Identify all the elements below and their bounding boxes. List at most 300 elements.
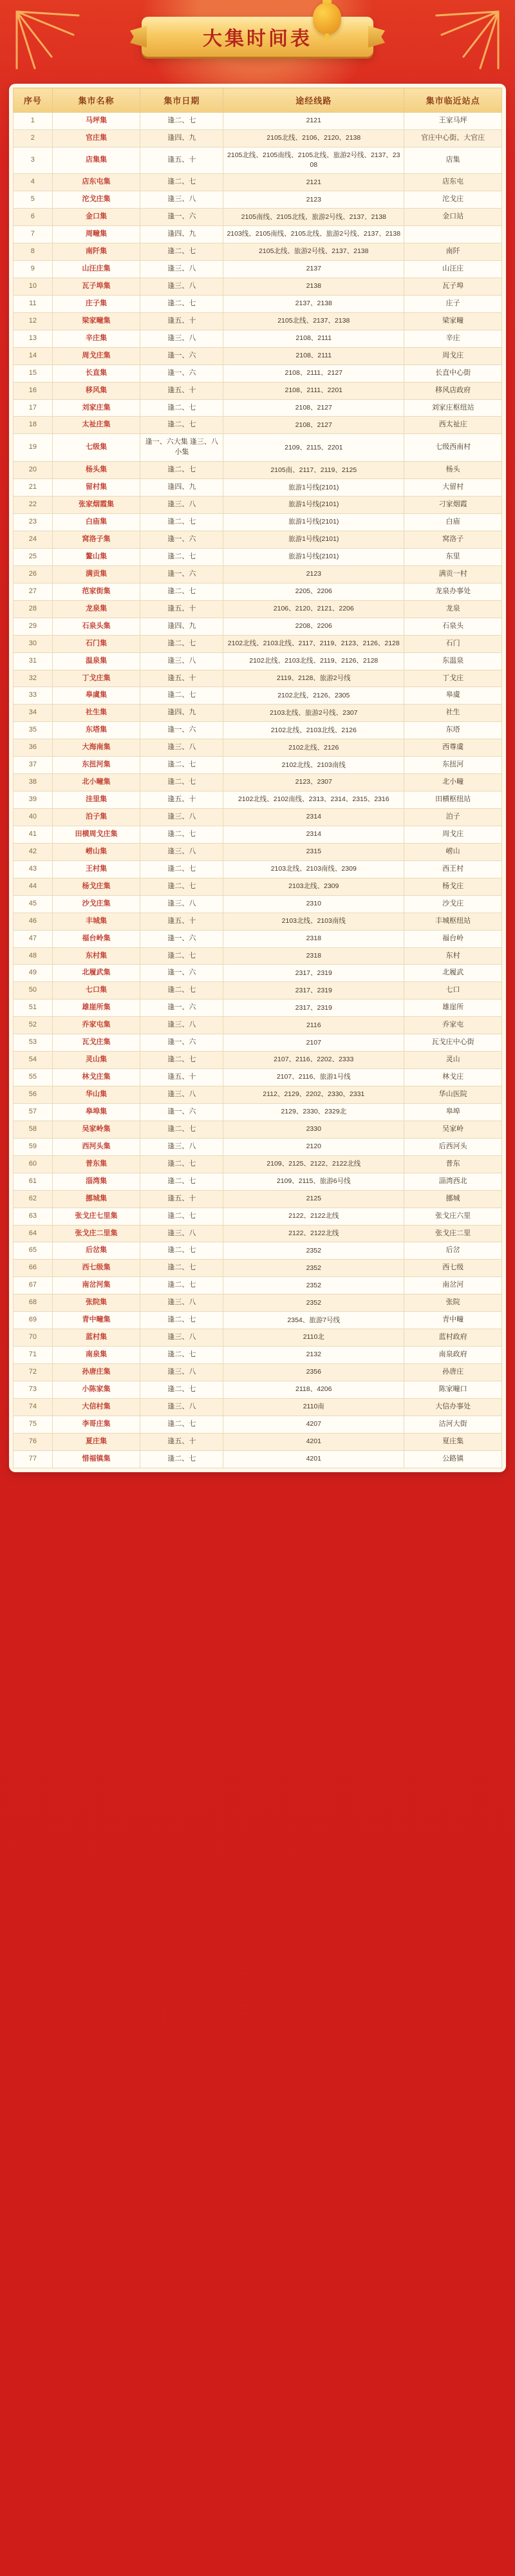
cell-market-name: 挪城集 [52, 1190, 140, 1208]
cell-nearby-stop: 孙唐庄 [404, 1364, 502, 1381]
cell-routes: 4201 [223, 1450, 404, 1468]
cell-market-name: 南泉集 [52, 1347, 140, 1364]
cell-nearby-stop: 南岔河 [404, 1277, 502, 1294]
cell-market-date: 逢二、七 [140, 243, 223, 261]
cell-market-date: 逢二、七 [140, 548, 223, 565]
cell-market-name: 范家街集 [52, 583, 140, 600]
cell-index: 64 [14, 1225, 53, 1242]
table-row [14, 462, 502, 479]
page-title: 大集时间表 [203, 28, 312, 50]
cell-market-name: 七口集 [52, 982, 140, 999]
cell-nearby-stop: 龙泉办事处 [404, 583, 502, 600]
cell-market-name: 皋埠集 [52, 1103, 140, 1121]
cell-index: 61 [14, 1173, 53, 1190]
table-row [14, 1138, 502, 1155]
cell-market-date: 逢五、十 [140, 1433, 223, 1450]
cell-index: 2 [14, 129, 53, 147]
table-row [14, 295, 502, 312]
cell-routes: 2102北线、2103北线、2119、2126、2128 [223, 652, 404, 670]
table-row [14, 1312, 502, 1329]
cell-market-name: 官庄集 [52, 129, 140, 147]
cell-routes: 2125 [223, 1190, 404, 1208]
cell-routes: 2102北线、2126、2305 [223, 687, 404, 705]
cell-market-name: 小陈家集 [52, 1381, 140, 1398]
cell-routes: 2102北线、2126 [223, 739, 404, 757]
cell-nearby-stop: 东村 [404, 947, 502, 965]
table-row [14, 1416, 502, 1433]
table-row [14, 652, 502, 670]
cell-market-date: 逢五、十 [140, 1190, 223, 1208]
cell-index: 30 [14, 635, 53, 652]
table-row [14, 757, 502, 774]
cell-routes: 2108、2127 [223, 417, 404, 434]
cell-routes: 2102北线、2102南线、2313、2314、2315、2316 [223, 791, 404, 809]
cell-routes: 2317、2319 [223, 999, 404, 1017]
table-row [14, 434, 502, 462]
cell-routes: 2317、2319 [223, 965, 404, 982]
table-row [14, 548, 502, 565]
table-row [14, 1052, 502, 1069]
cell-nearby-stop: 七级西南村 [404, 434, 502, 462]
cell-index: 53 [14, 1034, 53, 1052]
cell-nearby-stop: 西尊虞 [404, 739, 502, 757]
cell-routes: 2107、2116、旅游1号线 [223, 1069, 404, 1086]
cell-nearby-stop: 后岔 [404, 1242, 502, 1260]
table-row [14, 774, 502, 791]
ray-decoration-left [12, 6, 89, 97]
cell-market-name: 沙戈庄集 [52, 895, 140, 913]
cell-market-name: 张戈庄七里集 [52, 1208, 140, 1225]
cell-index: 15 [14, 365, 53, 382]
cell-market-name: 移风集 [52, 382, 140, 399]
cell-index: 31 [14, 652, 53, 670]
cell-market-name: 崂山集 [52, 843, 140, 860]
cell-market-name: 马坪集 [52, 113, 140, 130]
cell-index: 44 [14, 878, 53, 895]
cell-routes: 2352 [223, 1277, 404, 1294]
cell-market-name: 雄崖所集 [52, 999, 140, 1017]
cell-index: 17 [14, 399, 53, 417]
cell-market-date: 逢二、七 [140, 1416, 223, 1433]
cell-index: 23 [14, 514, 53, 531]
cell-index: 25 [14, 548, 53, 565]
table-row [14, 1190, 502, 1208]
cell-index: 62 [14, 1190, 53, 1208]
cell-routes: 2103线、2105南线、2105北线、旅游2号线、2137、2138 [223, 226, 404, 243]
table-row [14, 930, 502, 947]
cell-market-name: 吴家岭集 [52, 1121, 140, 1138]
cell-index: 12 [14, 312, 53, 330]
table-row [14, 399, 502, 417]
table-row [14, 382, 502, 399]
cell-nearby-stop: 后西河头 [404, 1138, 502, 1155]
table-row [14, 174, 502, 191]
cell-market-date: 逢二、七 [140, 1347, 223, 1364]
cell-routes: 2108、2111 [223, 347, 404, 365]
cell-index: 47 [14, 930, 53, 947]
cell-nearby-stop: 夏庄集 [404, 1433, 502, 1450]
cell-routes: 2132 [223, 1347, 404, 1364]
cell-routes: 2318 [223, 947, 404, 965]
cell-nearby-stop: 皋虞 [404, 687, 502, 705]
cell-nearby-stop: 华山医院 [404, 1086, 502, 1104]
cell-market-name: 店集集 [52, 147, 140, 173]
cell-market-name: 留村集 [52, 479, 140, 497]
cell-market-date: 逢二、七 [140, 1381, 223, 1398]
cell-index: 19 [14, 434, 53, 462]
cell-market-date: 逢一、六 [140, 347, 223, 365]
cell-routes: 2108、2111、2127 [223, 365, 404, 382]
cell-index: 56 [14, 1086, 53, 1104]
cell-nearby-stop: 普东 [404, 1155, 502, 1173]
table-row [14, 497, 502, 514]
cell-nearby-stop: 瓦子埠 [404, 278, 502, 295]
cell-index: 6 [14, 209, 53, 226]
cell-nearby-stop: 林戈庄 [404, 1069, 502, 1086]
cell-market-name: 灵山集 [52, 1052, 140, 1069]
cell-routes: 2137 [223, 261, 404, 278]
cell-index: 77 [14, 1450, 53, 1468]
cell-nearby-stop: 西七级 [404, 1260, 502, 1277]
cell-routes: 2105北线、2137、2138 [223, 312, 404, 330]
cell-market-date: 逢二、七 [140, 174, 223, 191]
cell-index: 75 [14, 1416, 53, 1433]
cell-routes: 2102北线、2103北线、2126 [223, 722, 404, 739]
table-row [14, 670, 502, 687]
cell-nearby-stop: 张院 [404, 1294, 502, 1312]
cell-routes: 2208、2206 [223, 618, 404, 635]
cell-market-date: 逢五、十 [140, 1069, 223, 1086]
table-row [14, 1034, 502, 1052]
table-row [14, 191, 502, 209]
cell-nearby-stop: 山汪庄 [404, 261, 502, 278]
cell-market-date: 逢二、七 [140, 1173, 223, 1190]
cell-market-name: 青中疃集 [52, 1312, 140, 1329]
table-row [14, 965, 502, 982]
cell-market-date: 逢三、八 [140, 497, 223, 514]
cell-nearby-stop: 灵山 [404, 1052, 502, 1069]
cell-index: 71 [14, 1347, 53, 1364]
table-row [14, 947, 502, 965]
table-row [14, 860, 502, 878]
table-row [14, 330, 502, 347]
cell-index: 8 [14, 243, 53, 261]
cell-market-name: 夏庄集 [52, 1433, 140, 1450]
cell-market-date: 逢二、七 [140, 1121, 223, 1138]
cell-market-date: 逢四、九 [140, 479, 223, 497]
cell-index: 21 [14, 479, 53, 497]
cell-index: 42 [14, 843, 53, 860]
cell-index: 49 [14, 965, 53, 982]
cell-routes: 旅游1号线(2101) [223, 479, 404, 497]
cell-market-date: 逢二、七 [140, 295, 223, 312]
cell-routes: 2122、2122北线 [223, 1208, 404, 1225]
cell-market-date: 逢三、八 [140, 809, 223, 826]
cell-nearby-stop: 乔家屯 [404, 1017, 502, 1034]
table-row [14, 687, 502, 705]
cell-nearby-stop: 大留村 [404, 479, 502, 497]
cell-nearby-stop: 王家马坪 [404, 113, 502, 130]
table-row [14, 1173, 502, 1190]
cell-market-name: 梁家疃集 [52, 312, 140, 330]
cell-routes: 2129、2330、2329北 [223, 1103, 404, 1121]
cell-market-name: 太祉庄集 [52, 417, 140, 434]
cell-index: 54 [14, 1052, 53, 1069]
cell-index: 18 [14, 417, 53, 434]
cell-routes: 2352 [223, 1242, 404, 1260]
cell-market-date: 逢三、八 [140, 895, 223, 913]
cell-nearby-stop: 杨头 [404, 462, 502, 479]
cell-market-name: 李哥庄集 [52, 1416, 140, 1433]
cell-market-name: 张戈庄二里集 [52, 1225, 140, 1242]
cell-routes: 2110北 [223, 1329, 404, 1347]
cell-market-date: 逢五、十 [140, 670, 223, 687]
cell-nearby-stop [404, 226, 502, 243]
table-row [14, 843, 502, 860]
cell-routes: 2118、4206 [223, 1381, 404, 1398]
cell-market-date: 逢三、八 [140, 261, 223, 278]
cell-market-name: 东塔集 [52, 722, 140, 739]
cell-nearby-stop: 西太祉庄 [404, 417, 502, 434]
cell-market-date: 逢二、七 [140, 757, 223, 774]
cell-index: 36 [14, 739, 53, 757]
cell-nearby-stop: 南阡 [404, 243, 502, 261]
cell-nearby-stop: 挪城 [404, 1190, 502, 1208]
cell-market-date: 逢四、九 [140, 618, 223, 635]
cell-routes: 2106、2120、2121、2206 [223, 600, 404, 618]
column-header-index: 序号 [14, 88, 53, 113]
table-header-row [14, 88, 502, 113]
cell-routes: 2107、2116、2202、2333 [223, 1052, 404, 1069]
ray-decoration-right [426, 6, 503, 97]
cell-routes: 2314 [223, 826, 404, 843]
cell-routes: 旅游1号线(2101) [223, 531, 404, 549]
cell-nearby-stop: 周戈庄 [404, 347, 502, 365]
cell-market-date: 逢二、七 [140, 417, 223, 434]
cell-market-date: 逢一、六 [140, 565, 223, 583]
table-row [14, 514, 502, 531]
cell-market-name: 田横周戈庄集 [52, 826, 140, 843]
cell-nearby-stop: 青中疃 [404, 1312, 502, 1329]
cell-market-name: 乔家屯集 [52, 1017, 140, 1034]
cell-nearby-stop: 张戈庄六里 [404, 1208, 502, 1225]
cell-market-name: 周戈庄集 [52, 347, 140, 365]
cell-index: 37 [14, 757, 53, 774]
cell-market-name: 鳌山集 [52, 548, 140, 565]
cell-nearby-stop: 东里 [404, 548, 502, 565]
table-row [14, 1242, 502, 1260]
cell-market-name: 店东屯集 [52, 174, 140, 191]
cell-nearby-stop: 沱戈庄 [404, 191, 502, 209]
table-row [14, 312, 502, 330]
cell-market-name: 东村集 [52, 947, 140, 965]
cell-market-date: 逢五、十 [140, 312, 223, 330]
cell-index: 39 [14, 791, 53, 809]
cell-index: 58 [14, 1121, 53, 1138]
cell-index: 48 [14, 947, 53, 965]
cell-market-date: 逢二、七 [140, 514, 223, 531]
cell-market-date: 逢二、七 [140, 947, 223, 965]
cell-index: 16 [14, 382, 53, 399]
cell-nearby-stop: 沽河大街 [404, 1416, 502, 1433]
cell-index: 68 [14, 1294, 53, 1312]
cell-nearby-stop: 长直中心街 [404, 365, 502, 382]
cell-index: 7 [14, 226, 53, 243]
cell-nearby-stop: 淄湾西北 [404, 1173, 502, 1190]
cell-nearby-stop: 丰城枢纽站 [404, 913, 502, 930]
cell-market-date: 逢一、六 [140, 209, 223, 226]
cell-routes: 2138 [223, 278, 404, 295]
cell-index: 11 [14, 295, 53, 312]
cell-routes: 2108、2111、2201 [223, 382, 404, 399]
cell-routes: 旅游1号线(2101) [223, 514, 404, 531]
cell-routes: 4207 [223, 1416, 404, 1433]
table-row [14, 982, 502, 999]
cell-index: 34 [14, 705, 53, 722]
cell-market-name: 洼里集 [52, 791, 140, 809]
cell-routes: 2105北线、旅游2号线、2137、2138 [223, 243, 404, 261]
cell-nearby-stop: 刘家庄枢纽站 [404, 399, 502, 417]
cell-routes: 2116 [223, 1017, 404, 1034]
cell-nearby-stop: 西王村 [404, 860, 502, 878]
cell-market-name: 普东集 [52, 1155, 140, 1173]
cell-market-name: 福台岭集 [52, 930, 140, 947]
cell-market-name: 张家烟霞集 [52, 497, 140, 514]
cell-market-date: 逢三、八 [140, 1138, 223, 1155]
cell-nearby-stop: 杨戈庄 [404, 878, 502, 895]
cell-routes: 2310 [223, 895, 404, 913]
cell-routes: 2120 [223, 1138, 404, 1155]
cell-index: 27 [14, 583, 53, 600]
cell-market-name: 孙唐庄集 [52, 1364, 140, 1381]
cell-routes: 2103北线、2103南线、2309 [223, 860, 404, 878]
cell-nearby-stop: 东温泉 [404, 652, 502, 670]
cell-market-date: 逢三、八 [140, 191, 223, 209]
table-row [14, 1433, 502, 1450]
cell-routes: 2102北线、2103南线 [223, 757, 404, 774]
cell-market-date: 逢一、六 [140, 965, 223, 982]
cell-nearby-stop: 张戈庄二里 [404, 1225, 502, 1242]
cell-nearby-stop: 石门 [404, 635, 502, 652]
cell-index: 14 [14, 347, 53, 365]
cell-nearby-stop: 丁戈庄 [404, 670, 502, 687]
cell-market-name: 后岔集 [52, 1242, 140, 1260]
cell-index: 69 [14, 1312, 53, 1329]
cell-routes: 2121 [223, 113, 404, 130]
table-head [14, 88, 502, 113]
cell-routes: 2317、2319 [223, 982, 404, 999]
cell-index: 60 [14, 1155, 53, 1173]
cell-nearby-stop: 刁家烟霞 [404, 497, 502, 514]
column-header-market-name: 集市名称 [52, 88, 140, 113]
cell-index: 72 [14, 1364, 53, 1381]
cell-routes: 2108、2111 [223, 330, 404, 347]
cell-routes: 2102北线、2103北线、2117、2119、2123、2126、2128 [223, 635, 404, 652]
table-row [14, 722, 502, 739]
lantern-icon [313, 3, 341, 35]
table-row [14, 1294, 502, 1312]
table-row [14, 583, 502, 600]
cell-nearby-stop: 田横枢纽站 [404, 791, 502, 809]
cell-routes: 2205、2206 [223, 583, 404, 600]
cell-routes: 2123 [223, 191, 404, 209]
cell-routes: 2356 [223, 1364, 404, 1381]
cell-market-date: 逢三、八 [140, 1225, 223, 1242]
cell-market-name: 温泉集 [52, 652, 140, 670]
table-row [14, 1155, 502, 1173]
cell-market-date: 逢一、六大集 逢三、八小集 [140, 434, 223, 462]
column-header-nearby-stop: 集市临近站点 [404, 88, 502, 113]
cell-index: 63 [14, 1208, 53, 1225]
market-schedule-table [13, 88, 502, 1468]
cell-nearby-stop: 大信办事处 [404, 1398, 502, 1416]
cell-market-date: 逢二、七 [140, 1260, 223, 1277]
cell-index: 65 [14, 1242, 53, 1260]
page-header [0, 0, 515, 84]
cell-index: 32 [14, 670, 53, 687]
cell-nearby-stop: 社生 [404, 705, 502, 722]
cell-market-date: 逢二、七 [140, 1052, 223, 1069]
cell-nearby-stop: 七口 [404, 982, 502, 999]
cell-nearby-stop: 官庄中心街、大官庄 [404, 129, 502, 147]
cell-nearby-stop: 北小疃 [404, 774, 502, 791]
cell-nearby-stop: 白庙 [404, 514, 502, 531]
cell-index: 35 [14, 722, 53, 739]
cell-market-name: 满贡集 [52, 565, 140, 583]
cell-market-date: 逢二、七 [140, 399, 223, 417]
table-row [14, 1398, 502, 1416]
cell-routes: 2105北线、2106、2120、2138 [223, 129, 404, 147]
cell-market-date: 逢二、七 [140, 635, 223, 652]
cell-market-date: 逢二、七 [140, 1242, 223, 1260]
cell-routes: 2109、2125、2122、2122北线 [223, 1155, 404, 1173]
cell-routes: 2109、2115、旅游6号线 [223, 1173, 404, 1190]
table-row [14, 618, 502, 635]
cell-routes: 2103北线、旅游2号线、2307 [223, 705, 404, 722]
table-row [14, 347, 502, 365]
cell-market-name: 东扭河集 [52, 757, 140, 774]
cell-market-date: 逢一、六 [140, 365, 223, 382]
cell-routes: 2112、2129、2202、2330、2331 [223, 1086, 404, 1104]
cell-index: 70 [14, 1329, 53, 1347]
cell-nearby-stop: 泊子 [404, 809, 502, 826]
table-row [14, 913, 502, 930]
cell-market-date: 逢二、七 [140, 860, 223, 878]
cell-market-date: 逢三、八 [140, 843, 223, 860]
table-row [14, 1017, 502, 1034]
cell-nearby-stop: 公路镇 [404, 1450, 502, 1468]
cell-nearby-stop: 瓦戈庄中心街 [404, 1034, 502, 1052]
cell-routes: 旅游1号线(2101) [223, 548, 404, 565]
table-row [14, 1069, 502, 1086]
cell-market-name: 龙泉集 [52, 600, 140, 618]
table-row [14, 147, 502, 173]
cell-market-date: 逢五、十 [140, 382, 223, 399]
cell-market-name: 林戈庄集 [52, 1069, 140, 1086]
cell-nearby-stop: 蓝村政府 [404, 1329, 502, 1347]
cell-market-name: 石泉头集 [52, 618, 140, 635]
cell-market-date: 逢一、六 [140, 1034, 223, 1052]
cell-market-name: 大海南集 [52, 739, 140, 757]
cell-market-date: 逢一、六 [140, 722, 223, 739]
cell-index: 1 [14, 113, 53, 130]
cell-routes: 2315 [223, 843, 404, 860]
cell-index: 33 [14, 687, 53, 705]
schedule-card [9, 84, 506, 1472]
cell-routes: 2121 [223, 174, 404, 191]
cell-market-date: 逢二、七 [140, 462, 223, 479]
cell-routes: 2109、2115、2201 [223, 434, 404, 462]
